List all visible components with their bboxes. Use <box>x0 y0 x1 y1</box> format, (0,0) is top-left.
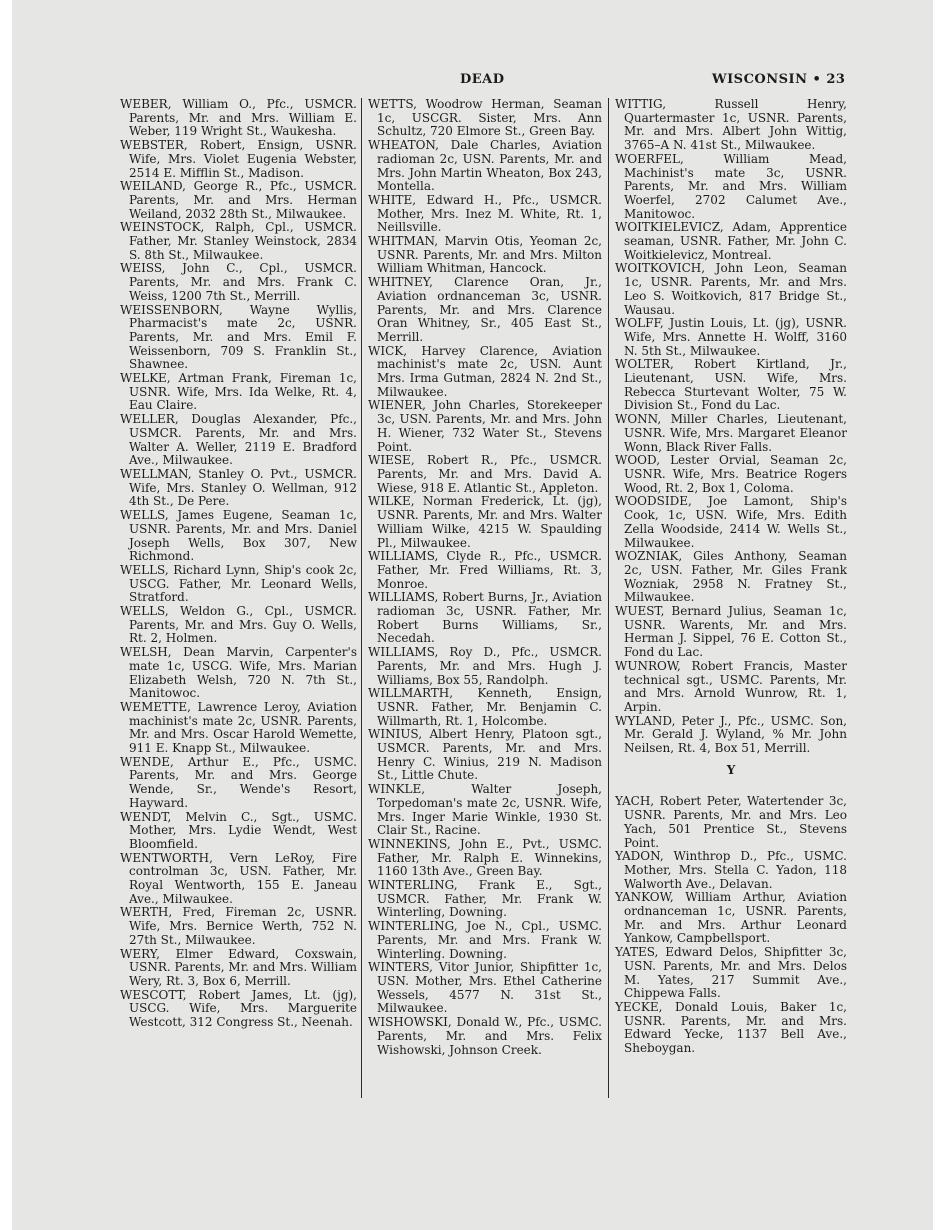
list-item: YACH, Robert Peter, Watertender 3c, USNR. Parents, Mr. and Mrs. Leo Yach, 501 Prentice St., Stevens Point. <box>615 794 847 850</box>
list-item: YECKE, Donald Louis, Baker 1c, USNR. Parents, Mr. and Mrs. Edward Yecke, 1137 Bell Ave., Sheboygan. <box>615 1000 847 1056</box>
state-name: WISCONSIN <box>712 72 808 87</box>
list-item: WEISSENBORN, Wayne Wyllis, Pharmacist's mate 2c, USNR. Parents, Mr. and Mrs. Emil F. Weissenborn, 709 S. Franklin St., Shawnee. <box>120 302 357 372</box>
list-item: WERY, Elmer Edward, Coxswain, USNR. Parents, Mr. and Mrs. William Wery, Rt. 3, Box 6, Merrill. <box>120 946 357 988</box>
list-item: WOERFEL, William Mead, Machinist's mate 3c, USNR. Parents, Mr. and Mrs. William Woerfel, 2702 Calumet Ave., Manitowoc. <box>615 151 847 221</box>
list-item: WOODSIDE, Joe Lamont, Ship's Cook, 1c, USN. Wife, Mrs. Edith Zella Woodside, 2414 W. Wells St., Milwaukee. <box>615 494 847 550</box>
header-bullet: • <box>812 72 822 87</box>
column-3 <box>615 98 847 1056</box>
list-item: WILKE, Norman Frederick, Lt. (jg), USNR. Parents, Mr. and Mrs. Walter William Wilke, 4215 W. Spaulding Pl., Milwaukee. <box>368 494 602 550</box>
list-item: WENDT, Melvin C., Sgt., USMC. Mother, Mrs. Lydie Wendt, West Bloomfield. <box>120 809 357 851</box>
list-item: WOITKIELEVICZ, Adam, Apprentice seaman, USNR. Father, Mr. John C. Woitkielevicz, Montreal. <box>615 220 847 262</box>
list-item: WILLIAMS, Clyde R., Pfc., USMCR. Father, Mr. Fred Williams, Rt. 3, Monroe. <box>368 549 602 591</box>
list-item: WUEST, Bernard Julius, Seaman 1c, USNR. Warents, Mr. and Mrs. Herman J. Sippel, 76 E. Cotton St., Fond du Lac. <box>615 604 847 660</box>
list-item: WOITKOVICH, John Leon, Seaman 1c, USNR. Parents, Mr. and Mrs. Leo S. Woitkovich, 817 Bridge St., Wausau. <box>615 261 847 317</box>
section-heading: DEAD <box>460 72 505 87</box>
column-divider <box>608 98 609 1098</box>
list-item: WOLTER, Robert Kirtland, Jr., Lieutenant, USN. Wife, Mrs. Rebecca Sturtevant Wolter, 75 W. Division St., Fond du Lac. <box>615 357 847 413</box>
list-item: WILLIAMS, Roy D., Pfc., USMCR. Parents, Mr. and Mrs. Hugh J. Williams, Box 55, Randolph. <box>368 645 602 687</box>
list-item: WEINSTOCK, Ralph, Cpl., USMCR. Father, Mr. Stanley Weinstock, 2834 S. 8th St., Milwaukee. <box>120 220 357 262</box>
list-item: WENTWORTH, Vern LeRoy, Fire controlman 3c, USN. Father, Mr. Royal Wentworth, 155 E. Janeau Ave., Milwaukee. <box>120 850 357 906</box>
list-item: YADON, Winthrop D., Pfc., USMC. Mother, Mrs. Stella C. Yadon, 118 Walworth Ave., Delavan. <box>615 849 847 891</box>
list-item: WOZNIAK, Giles Anthony, Seaman 2c, USN. Father, Mr. Giles Frank Wozniak, 2958 N. Fratney St., Milwaukee. <box>615 549 847 605</box>
list-item: WHITNEY, Clarence Oran, Jr., Aviation ordnanceman 3c, USNR. Parents, Mr. and Mrs. Clarence Oran Whitney, Sr., 405 East St., Merrill. <box>368 275 602 344</box>
list-item: WHITMAN, Marvin Otis, Yeoman 2c, USNR. Parents, Mr. and Mrs. Milton William Whitman, Hancock. <box>368 234 602 276</box>
column-divider <box>361 98 362 1098</box>
list-item: WELSH, Dean Marvin, Carpenter's mate 1c, USCG. Wife, Mrs. Marian Elizabeth Welsh, 720 N. 7th St., Manitowoc. <box>120 645 357 701</box>
list-item: WUNROW, Robert Francis, Master technical sgt., USMC. Parents, Mr. and Mrs. Arnold Wunrow, Rt. 1, Arpin. <box>615 658 847 714</box>
list-item: WEISS, John C., Cpl., USMCR. Parents, Mr. and Mrs. Frank C. Weiss, 1200 7th St., Merrill. <box>120 261 357 303</box>
list-item: WELLS, James Eugene, Seaman 1c, USNR. Parents, Mr. and Mrs. Daniel Joseph Wells, Box 307, New Richmond. <box>120 508 357 564</box>
list-item: WHEATON, Dale Charles, Aviation radioman 2c, USN. Parents, Mr. and Mrs. John Martin Wheaton, Box 243, Montella. <box>368 138 602 194</box>
list-item: WICK, Harvey Clarence, Aviation machinist's mate 2c, USN. Aunt Mrs. Irma Gutman, 2824 N. 2nd St., Milwaukee. <box>368 343 602 399</box>
list-item: WINTERS, Vitor Junior, Shipfitter 1c, USN. Mother, Mrs. Ethel Catherine Wessels, 4577 N. 31st St., Milwaukee. <box>368 960 602 1016</box>
list-item: WEBER, William O., Pfc., USMCR. Parents, Mr. and Mrs. William E. Weber, 119 Wright St., Waukesha. <box>120 97 357 139</box>
list-item: WELLS, Richard Lynn, Ship's cook 2c, USCG. Father, Mr. Leonard Wells, Stratford. <box>120 562 357 605</box>
list-item: WHITE, Edward H., Pfc., USMCR. Mother, Mrs. Inez M. White, Rt. 1, Neillsville. <box>368 192 602 235</box>
running-header <box>712 72 845 87</box>
list-item: WILLIAMS, Robert Burns, Jr., Aviation radioman 3c, USNR. Father, Mr. Robert Burns Williams, Sr., Necedah. <box>368 590 602 646</box>
list-item: WYLAND, Peter J., Pfc., USMC. Son, Mr. Gerald J. Wyland, % Mr. John Neilsen, Rt. 4, Box 51, Merrill. <box>615 713 847 756</box>
list-item: WEMETTE, Lawrence Leroy, Aviation machinist's mate 2c, USNR. Parents, Mr. and Mrs. Oscar Harold Wemette, 911 E. Knapp St., Milwaukee. <box>120 699 357 756</box>
list-item: WISHOWSKI, Donald W., Pfc., USMC. Parents, Mr. and Mrs. Felix Wishowski, Johnson Creek. <box>368 1015 602 1057</box>
list-item: WIENER, John Charles, Storekeeper 3c, USN. Parents, Mr. and Mrs. John H. Wiener, 732 Water St., Stevens Point. <box>368 398 602 454</box>
list-item: WITTIG, Russell Henry, Quartermaster 1c, USNR. Parents, Mr. and Mrs. Albert John Wittig, 3765–A N. 41st St., Milwaukee. <box>615 97 847 153</box>
list-item: WIESE, Robert R., Pfc., USMCR. Parents, Mr. and Mrs. David A. Wiese, 918 E. Atlantic St., Appleton. <box>368 453 602 495</box>
list-item: WELKE, Artman Frank, Fireman 1c, USNR. Wife, Mrs. Ida Welke, Rt. 4, Eau Claire. <box>120 371 357 413</box>
list-item: WOLFF, Justin Louis, Lt. (jg), USNR. Wife, Mrs. Annette H. Wolff, 3160 N. 5th St., Milwaukee. <box>615 316 847 358</box>
column-1 <box>120 98 357 1030</box>
list-item: WELLER, Douglas Alexander, Pfc., USMCR. Parents, Mr. and Mrs. Walter A. Weller, 2119 E. Bradford Ave., Milwaukee. <box>120 412 357 468</box>
list-item: WINTERLING, Frank E., Sgt., USMCR. Father, Mr. Frank W. Winterling, Downing. <box>368 878 602 920</box>
section-letter: Y <box>726 762 736 777</box>
list-item: WERTH, Fred, Fireman 2c, USNR. Wife, Mrs. Bernice Werth, 752 N. 27th St., Milwaukee. <box>120 905 357 947</box>
list-item: WONN, Miller Charles, Lieutenant, USNR. Wife, Mrs. Margaret Eleanor Wonn, Black River Falls. <box>615 412 847 454</box>
column-2 <box>368 98 602 1057</box>
list-item: WENDE, Arthur E., Pfc., USMC. Parents, Mr. and Mrs. George Wende, Sr., Wende's Resort, Hayward. <box>120 754 357 810</box>
list-item: WELLMAN, Stanley O. Pvt., USMCR. Wife, Mrs. Stanley O. Wellman, 912 4th St., De Pere. <box>120 466 357 509</box>
list-item: WEBSTER, Robert, Ensign, USNR. Wife, Mrs. Violet Eugenia Webster, 2514 E. Mifflin St., Madison. <box>120 138 357 180</box>
list-item: WELLS, Weldon G., Cpl., USMCR. Parents, Mr. and Mrs. Guy O. Wells, Rt. 2, Holmen. <box>120 604 357 646</box>
list-item: WOOD, Lester Orvial, Seaman 2c, USNR. Wife, Mrs. Beatrice Rogers Wood, Rt. 2, Box 1, Coloma. <box>615 453 847 495</box>
list-item: WINIUS, Albert Henry, Platoon sgt., USMCR. Parents, Mr. and Mrs. Henry C. Winius, 219 N. Madison St., Little Chute. <box>368 727 602 783</box>
page-number: 23 <box>826 72 846 87</box>
list-item: WEILAND, George R., Pfc., USMCR. Parents, Mr. and Mrs. Herman Weiland, 2032 28th St., Milwaukee. <box>120 179 357 221</box>
list-item: WILLMARTH, Kenneth, Ensign, USNR. Father, Mr. Benjamin C. Willmarth, Rt. 1, Holcombe. <box>368 686 602 728</box>
list-item: WINTERLING, Joe N., Cpl., USMC. Parents, Mr. and Mrs. Frank W. Winterling. Downing. <box>368 919 602 961</box>
list-item: YATES, Edward Delos, Shipfitter 3c, USN. Parents, Mr. and Mrs. Delos M. Yates, 217 Summit Ave., Chippewa Falls. <box>615 945 847 1001</box>
list-item: WESCOTT, Robert James, Lt. (jg), USCG. Wife, Mrs. Marguerite Westcott, 312 Congress St., Neenah. <box>120 987 357 1030</box>
list-item: WINKLE, Walter Joseph, Torpedoman's mate 2c, USNR. Wife, Mrs. Inger Marie Winkle, 1930 St. Clair St., Racine. <box>368 782 602 838</box>
list-item: YANKOW, William Arthur, Aviation ordnanceman 1c, USNR. Parents, Mr. and Mrs. Arthur Leonard Yankow, Campbellsport. <box>615 890 847 946</box>
list-item: WETTS, Woodrow Herman, Seaman 1c, USCGR. Sister, Mrs. Ann Schultz, 720 Elmore St., Green Bay. <box>368 97 602 139</box>
list-item: WINNEKINS, John E., Pvt., USMC. Father, Mr. Ralph E. Winnekins, 1160 13th Ave., Green Bay. <box>368 836 602 879</box>
